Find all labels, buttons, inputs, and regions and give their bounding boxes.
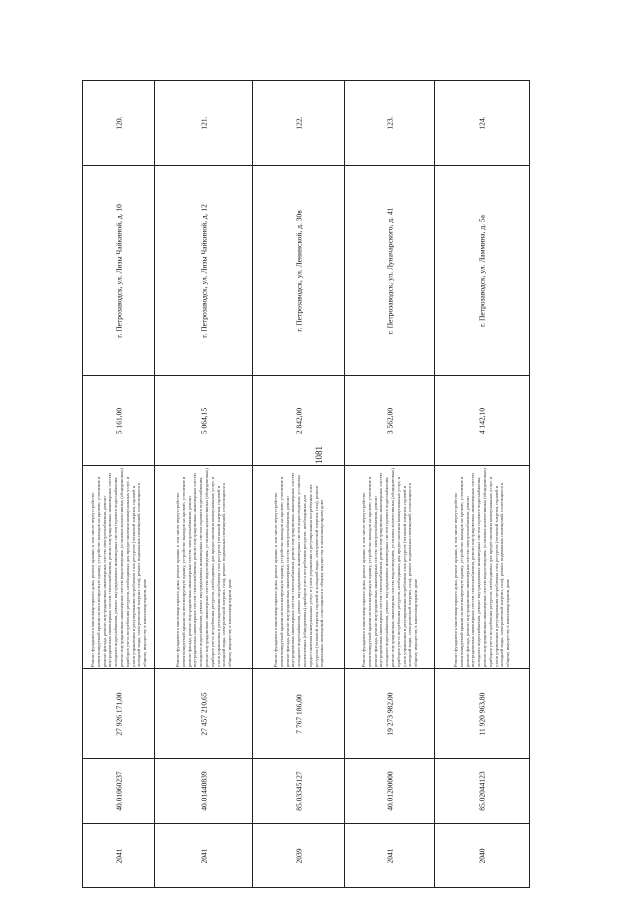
address: г. Петрозаводск, ул. Лизы Чайкиной, д. 10 [113, 203, 123, 338]
table-row [253, 81, 345, 887]
cost-cell [435, 669, 529, 759]
area-cell [345, 376, 434, 466]
area: 5 064,15 [198, 407, 208, 434]
address: г. Петрозаводск, ул. Лизы Чайкиной, д. 12 [198, 203, 208, 338]
year: 2041 [384, 848, 394, 863]
work-description: Ремонт фундамента многоквартирного дома, ремонт крыши, в том числе переустройство невентилируемой крыши на вентилируемую крышу, устройство выходов на кровлю, утепление и ремонт фасада, ремонт внутридомовых инженерных систем электроснабжения, ремонт внутридомовых инженерных систем теплоснабжения, ремонт внутридомовых инженерных систем холодного водоснабжения, ремонт внутридомовых инженерных систем горячего водоснабжения, ремонт внутридомовых инженерных систем водоотведения, установка коллективных (общедомовых) приборов учета потребления ресурсов, необходимых для предоставления коммунальных услуг, и узлов управления и регулирования потребления этих ресурсов (тепловой энергии, горячей и холодной воды, электрической энергии, газа), ремонт подвальных помещений, относящихся к общему имуществу в многоквартирном доме [174, 468, 232, 667]
address-cell [83, 166, 154, 376]
address-cell [253, 166, 344, 376]
code-cell [83, 759, 154, 824]
area: 3 562,00 [384, 407, 394, 434]
code-cell [253, 759, 344, 824]
row-number-cell [435, 81, 529, 166]
code-cell [435, 759, 529, 824]
code: 40.01200000 [384, 771, 394, 811]
code: 40.01440839 [198, 771, 208, 811]
description-cell [435, 466, 529, 669]
year-cell [435, 824, 529, 887]
work-description: Ремонт фундамента многоквартирного дома, ремонт крыши, в том числе переустройство невентилируемой крыши на вентилируемую крышу, устройство выходов на кровлю, утепление и ремонт фасада, ремонт внутридомовых инженерных систем электроснабжения, ремонт внутридомовых инженерных систем теплоснабжения, ремонт внутридомовых инженерных систем холодного водоснабжения, ремонт внутридомовых инженерных систем горячего водоснабжения, ремонт внутридомовых инженерных систем водоотведения, установка коллективных (общедомовых) приборов учета потребления ресурсов, необходимых для предоставления коммунальных услуг, и узлов управления и регулирования потребления этих ресурсов (тепловой энергии, горячей и холодной воды, электрической энергии, газа), ремонт подвальных помещений, относящихся к общему имуществу в многоквартирном доме [453, 468, 511, 667]
code-cell [155, 759, 252, 824]
code: 85.02044123 [477, 771, 487, 811]
table-row [345, 81, 435, 887]
row-number: 121. [198, 116, 208, 130]
work-description: Ремонт фундамента многоквартирного дома, ремонт крыши, в том числе переустройство невентилируемой крыши на вентилируемую крышу, устройство выходов на кровлю, утепление и ремонт фасада, ремонт внутридомовых инженерных систем электроснабжения, ремонт внутридомовых инженерных систем теплоснабжения, ремонт внутридомовых инженерных систем холодного водоснабжения, ремонт внутридомовых инженерных систем горячего водоснабжения, ремонт внутридомовых инженерных систем водоотведения, установка коллективных (общедомовых) приборов учета потребления ресурсов, необходимых для предоставления коммунальных услуг, и узлов управления и регулирования потребления этих ресурсов (тепловой энергии, горячей и холодной воды, электрической энергии, газа), ремонт подвальных помещений, относящихся к общему имуществу в многоквартирном доме [89, 468, 147, 667]
cost: 19 273 982,00 [384, 691, 394, 736]
table-row [83, 81, 155, 887]
description-cell [345, 466, 434, 669]
work-description: Ремонт фундамента многоквартирного дома, ремонт крыши, в том числе переустройство невентилируемой крыши на вентилируемую крышу, устройство выходов на кровлю, утепление и ремонт фасада, ремонт внутридомовых инженерных систем электроснабжения, ремонт внутридомовых инженерных систем теплоснабжения, ремонт внутридомовых инженерных систем холодного водоснабжения, ремонт внутридомовых инженерных систем горячего водоснабжения, ремонт внутридомовых инженерных систем водоотведения, установка коллективных (общедомовых) приборов учета потребления ресурсов, необходимых для предоставления коммунальных услуг, и узлов управления и регулирования потребления этих ресурсов (тепловой энергии, горячей и холодной воды, электрической энергии, газа), ремонт подвальных помещений, относящихся к общему имуществу в многоквартирном доме [360, 468, 418, 667]
row-number-cell [253, 81, 344, 166]
description-cell [155, 466, 252, 669]
area: 4 142,10 [477, 407, 487, 434]
area-cell [83, 376, 154, 466]
table-row [435, 81, 529, 887]
area: 5 161,00 [113, 407, 123, 434]
area: 2 842,00 [293, 407, 303, 434]
row-number: 122. [293, 116, 303, 130]
cost-cell [155, 669, 252, 759]
year-cell [83, 824, 154, 887]
code: 40.01060237 [113, 771, 123, 811]
cost: 27 926 171,00 [113, 691, 123, 736]
row-number: 123. [384, 116, 394, 130]
housing-repair-table [82, 80, 530, 888]
year-cell [155, 824, 252, 887]
address-cell [155, 166, 252, 376]
page-number-text: 1081 [314, 446, 324, 464]
cost-cell [83, 669, 154, 759]
cost: 7 767 186,00 [293, 693, 303, 734]
address-cell [435, 166, 529, 376]
address: г. Петрозаводск, ул. Ламмина, д. 5а [477, 214, 487, 327]
year: 2041 [113, 848, 123, 863]
cost-cell [345, 669, 434, 759]
row-number-cell [345, 81, 434, 166]
year: 2040 [477, 848, 487, 863]
cost: 27 457 210,65 [198, 691, 208, 736]
year: 2041 [198, 848, 208, 863]
row-number-cell [83, 81, 154, 166]
work-description: Ремонт фундамента многоквартирного дома, ремонт крыши, в том числе переустройство невентилируемой крыши на вентилируемую крышу, устройство выходов на кровлю, утепление и ремонт фасада, ремонт внутридомовых инженерных систем электроснабжения, ремонт внутридомовых инженерных систем теплоснабжения, ремонт внутридомовых инженерных систем холодного водоснабжения, ремонт внутридомовых инженерных систем водоотведения, установка коллективных (общедомовых) приборов учета потребления ресурсов, необходимых для предоставления коммунальных услуг, и узлов управления и регулирования потребления этих ресурсов (тепловой энергии, горячей и холодной воды, электрической энергии, газа), ремонт подвальных помещений, относящихся к общему имуществу в многоквартирном доме [272, 473, 324, 667]
code: 85.03345127 [293, 771, 303, 811]
row-number-cell [155, 81, 252, 166]
description-cell [253, 466, 344, 669]
cost-cell [253, 669, 344, 759]
address: г. Петрозаводск, ул. Ленинской, д. 30в [293, 209, 303, 332]
address-cell [345, 166, 434, 376]
row-number: 120. [113, 116, 123, 130]
year: 2039 [293, 848, 303, 863]
code-cell [345, 759, 434, 824]
table-row [155, 81, 253, 887]
year-cell [253, 824, 344, 887]
area-cell [435, 376, 529, 466]
area-cell [155, 376, 252, 466]
row-number: 124. [477, 116, 487, 130]
description-cell [83, 466, 154, 669]
area-cell [253, 376, 344, 466]
cost: 11 920 963,80 [477, 692, 487, 735]
year-cell [345, 824, 434, 887]
address: г. Петрозаводск, ул. Луначарского, д. 41 [384, 207, 394, 334]
